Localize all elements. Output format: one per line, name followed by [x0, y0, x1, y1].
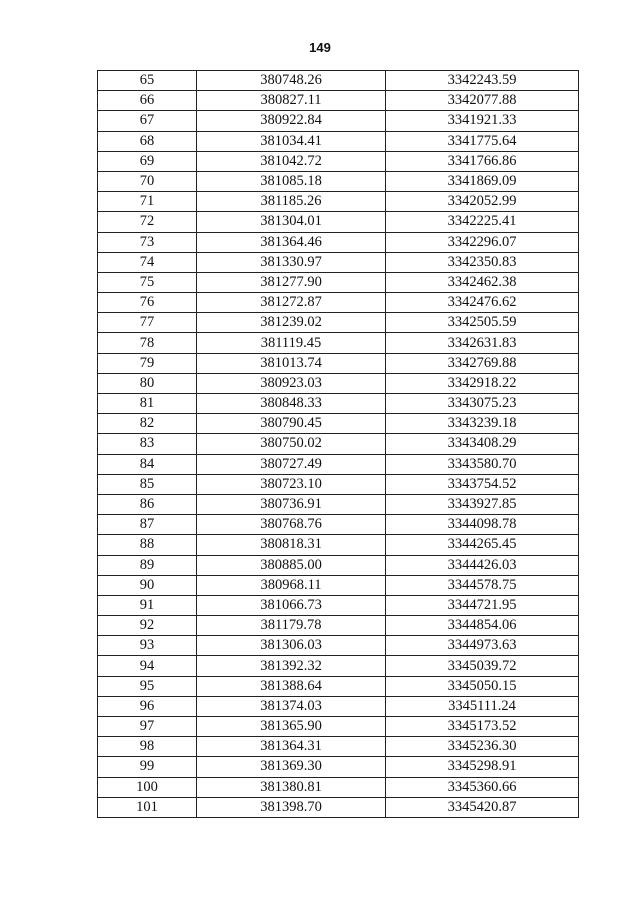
x-coordinate-cell: 380727.49 — [197, 454, 386, 474]
point-number-cell: 97 — [98, 717, 197, 737]
table-row — [98, 494, 579, 514]
table-row — [98, 353, 579, 373]
y-coordinate-cell: 3344721.95 — [386, 595, 579, 615]
table-row — [98, 394, 579, 414]
y-coordinate-cell: 3342462.38 — [386, 272, 579, 292]
x-coordinate-cell: 380768.76 — [197, 515, 386, 535]
point-number-cell: 82 — [98, 414, 197, 434]
table-row — [98, 212, 579, 232]
table-row — [98, 414, 579, 434]
table-row — [98, 676, 579, 696]
point-number-cell: 70 — [98, 171, 197, 191]
point-number-cell: 65 — [98, 71, 197, 91]
y-coordinate-cell: 3342769.88 — [386, 353, 579, 373]
table-row — [98, 717, 579, 737]
y-coordinate-cell: 3344098.78 — [386, 515, 579, 535]
point-number-cell: 77 — [98, 313, 197, 333]
x-coordinate-cell: 380790.45 — [197, 414, 386, 434]
y-coordinate-cell: 3344426.03 — [386, 555, 579, 575]
table-row — [98, 333, 579, 353]
x-coordinate-cell: 381306.03 — [197, 636, 386, 656]
point-number-cell: 74 — [98, 252, 197, 272]
table-row — [98, 373, 579, 393]
table-row — [98, 595, 579, 615]
y-coordinate-cell: 3342052.99 — [386, 192, 579, 212]
point-number-cell: 94 — [98, 656, 197, 676]
x-coordinate-cell: 381239.02 — [197, 313, 386, 333]
point-number-cell: 73 — [98, 232, 197, 252]
y-coordinate-cell: 3344265.45 — [386, 535, 579, 555]
x-coordinate-cell: 381364.46 — [197, 232, 386, 252]
y-coordinate-cell: 3342225.41 — [386, 212, 579, 232]
x-coordinate-cell: 380885.00 — [197, 555, 386, 575]
table-row — [98, 575, 579, 595]
point-number-cell: 68 — [98, 131, 197, 151]
y-coordinate-cell: 3342631.83 — [386, 333, 579, 353]
point-number-cell: 71 — [98, 192, 197, 212]
point-number-cell: 85 — [98, 474, 197, 494]
table-row — [98, 151, 579, 171]
table-row — [98, 636, 579, 656]
x-coordinate-cell: 381066.73 — [197, 595, 386, 615]
x-coordinate-cell: 380923.03 — [197, 373, 386, 393]
point-number-cell: 86 — [98, 494, 197, 514]
y-coordinate-cell: 3341775.64 — [386, 131, 579, 151]
table-row — [98, 71, 579, 91]
y-coordinate-cell: 3345236.30 — [386, 737, 579, 757]
table-row — [98, 192, 579, 212]
x-coordinate-cell: 380922.84 — [197, 111, 386, 131]
table-row — [98, 232, 579, 252]
coordinates-table — [97, 70, 579, 818]
x-coordinate-cell: 381380.81 — [197, 777, 386, 797]
table-row — [98, 434, 579, 454]
x-coordinate-cell: 381277.90 — [197, 272, 386, 292]
table-row — [98, 515, 579, 535]
point-number-cell: 95 — [98, 676, 197, 696]
y-coordinate-cell: 3342350.83 — [386, 252, 579, 272]
y-coordinate-cell: 3343927.85 — [386, 494, 579, 514]
table-row — [98, 252, 579, 272]
x-coordinate-cell: 381272.87 — [197, 293, 386, 313]
x-coordinate-cell: 380748.26 — [197, 71, 386, 91]
point-number-cell: 69 — [98, 151, 197, 171]
y-coordinate-cell: 3345050.15 — [386, 676, 579, 696]
x-coordinate-cell: 381304.01 — [197, 212, 386, 232]
table-row — [98, 555, 579, 575]
x-coordinate-cell: 381042.72 — [197, 151, 386, 171]
x-coordinate-cell: 381392.32 — [197, 656, 386, 676]
table-row — [98, 171, 579, 191]
x-coordinate-cell: 380723.10 — [197, 474, 386, 494]
point-number-cell: 90 — [98, 575, 197, 595]
table-row — [98, 777, 579, 797]
point-number-cell: 91 — [98, 595, 197, 615]
x-coordinate-cell: 381330.97 — [197, 252, 386, 272]
x-coordinate-cell: 381365.90 — [197, 717, 386, 737]
table-row — [98, 797, 579, 817]
x-coordinate-cell: 381013.74 — [197, 353, 386, 373]
point-number-cell: 88 — [98, 535, 197, 555]
x-coordinate-cell: 380736.91 — [197, 494, 386, 514]
table-row — [98, 696, 579, 716]
y-coordinate-cell: 3344578.75 — [386, 575, 579, 595]
point-number-cell: 100 — [98, 777, 197, 797]
table-row — [98, 737, 579, 757]
point-number-cell: 101 — [98, 797, 197, 817]
table-row — [98, 272, 579, 292]
y-coordinate-cell: 3345420.87 — [386, 797, 579, 817]
point-number-cell: 66 — [98, 91, 197, 111]
y-coordinate-cell: 3342505.59 — [386, 313, 579, 333]
table-row — [98, 656, 579, 676]
y-coordinate-cell: 3343754.52 — [386, 474, 579, 494]
table-row — [98, 111, 579, 131]
point-number-cell: 99 — [98, 757, 197, 777]
point-number-cell: 87 — [98, 515, 197, 535]
table-row — [98, 131, 579, 151]
point-number-cell: 81 — [98, 394, 197, 414]
point-number-cell: 67 — [98, 111, 197, 131]
x-coordinate-cell: 380827.11 — [197, 91, 386, 111]
x-coordinate-cell: 381085.18 — [197, 171, 386, 191]
table-row — [98, 616, 579, 636]
x-coordinate-cell: 380750.02 — [197, 434, 386, 454]
point-number-cell: 78 — [98, 333, 197, 353]
y-coordinate-cell: 3344973.63 — [386, 636, 579, 656]
point-number-cell: 98 — [98, 737, 197, 757]
point-number-cell: 96 — [98, 696, 197, 716]
y-coordinate-cell: 3342077.88 — [386, 91, 579, 111]
y-coordinate-cell: 3343580.70 — [386, 454, 579, 474]
table-row — [98, 313, 579, 333]
coordinates-table-body — [98, 71, 579, 818]
x-coordinate-cell: 381364.31 — [197, 737, 386, 757]
point-number-cell: 89 — [98, 555, 197, 575]
y-coordinate-cell: 3345360.66 — [386, 777, 579, 797]
x-coordinate-cell: 381388.64 — [197, 676, 386, 696]
x-coordinate-cell: 381185.26 — [197, 192, 386, 212]
table-row — [98, 293, 579, 313]
point-number-cell: 83 — [98, 434, 197, 454]
y-coordinate-cell: 3341921.33 — [386, 111, 579, 131]
y-coordinate-cell: 3343239.18 — [386, 414, 579, 434]
point-number-cell: 80 — [98, 373, 197, 393]
x-coordinate-cell: 381398.70 — [197, 797, 386, 817]
point-number-cell: 75 — [98, 272, 197, 292]
x-coordinate-cell: 381034.41 — [197, 131, 386, 151]
y-coordinate-cell: 3345298.91 — [386, 757, 579, 777]
point-number-cell: 93 — [98, 636, 197, 656]
y-coordinate-cell: 3343408.29 — [386, 434, 579, 454]
y-coordinate-cell: 3341869.09 — [386, 171, 579, 191]
point-number-cell: 72 — [98, 212, 197, 232]
table-row — [98, 91, 579, 111]
y-coordinate-cell: 3345039.72 — [386, 656, 579, 676]
y-coordinate-cell: 3343075.23 — [386, 394, 579, 414]
y-coordinate-cell: 3342296.07 — [386, 232, 579, 252]
x-coordinate-cell: 381374.03 — [197, 696, 386, 716]
table-row — [98, 474, 579, 494]
x-coordinate-cell: 381179.78 — [197, 616, 386, 636]
table-row — [98, 454, 579, 474]
y-coordinate-cell: 3342243.59 — [386, 71, 579, 91]
x-coordinate-cell: 381369.30 — [197, 757, 386, 777]
y-coordinate-cell: 3345173.52 — [386, 717, 579, 737]
x-coordinate-cell: 380818.31 — [197, 535, 386, 555]
point-number-cell: 84 — [98, 454, 197, 474]
y-coordinate-cell: 3341766.86 — [386, 151, 579, 171]
table-row — [98, 535, 579, 555]
y-coordinate-cell: 3342918.22 — [386, 373, 579, 393]
y-coordinate-cell: 3344854.06 — [386, 616, 579, 636]
x-coordinate-cell: 380848.33 — [197, 394, 386, 414]
x-coordinate-cell: 381119.45 — [197, 333, 386, 353]
x-coordinate-cell: 380968.11 — [197, 575, 386, 595]
table-row — [98, 757, 579, 777]
y-coordinate-cell: 3342476.62 — [386, 293, 579, 313]
y-coordinate-cell: 3345111.24 — [386, 696, 579, 716]
page-number: 149 — [309, 40, 331, 55]
point-number-cell: 79 — [98, 353, 197, 373]
point-number-cell: 92 — [98, 616, 197, 636]
point-number-cell: 76 — [98, 293, 197, 313]
